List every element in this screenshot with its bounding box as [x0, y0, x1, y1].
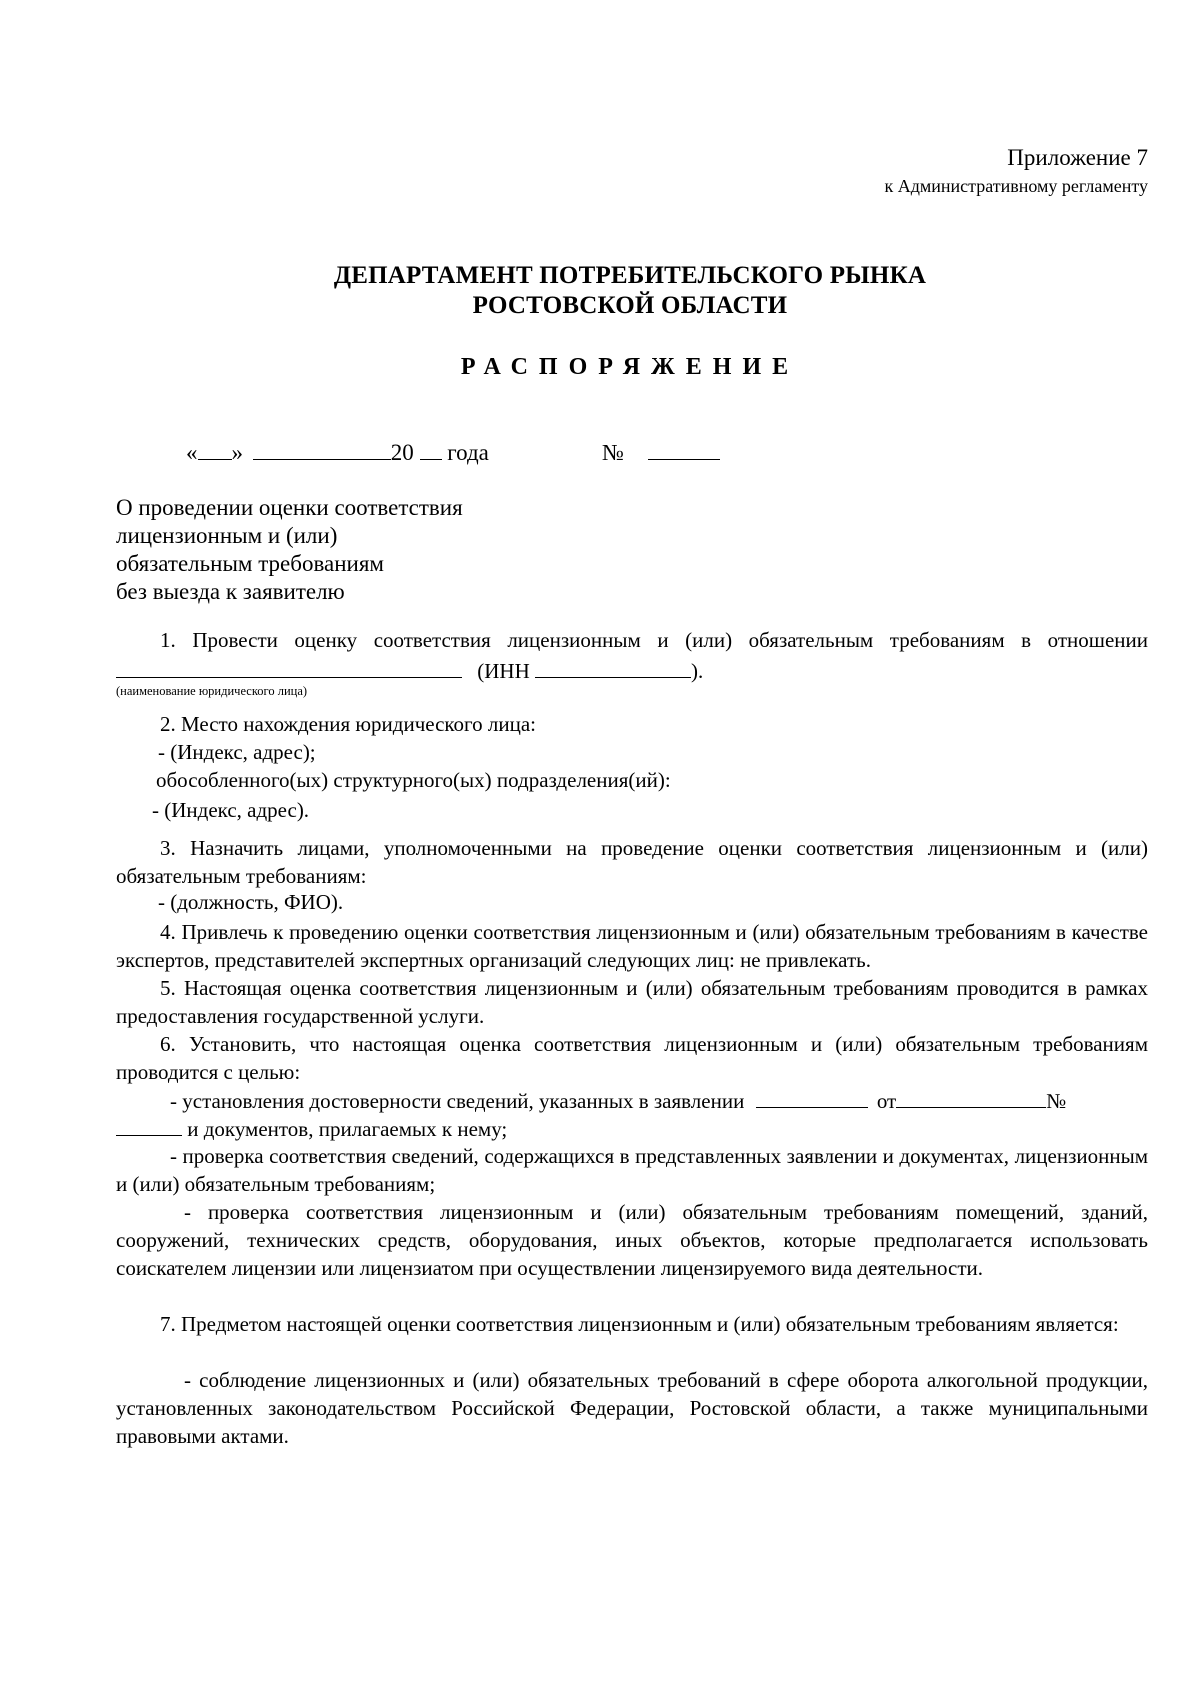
year-suffix: года: [447, 440, 489, 465]
year-blank: [420, 438, 442, 460]
item-2-line1: 2. Место нахождения юридического лица:: [160, 712, 537, 736]
item-6-a-line: [170, 1086, 1066, 1114]
item-2-line2: - (Индекс, адрес);: [158, 740, 316, 764]
item-4-text: 4. Привлечь к проведению оценки соответствия лицензионным и (или) обязательным требованиям в качестве экспертов, представителей экспертных организаций следующих лиц: не привлекать.: [116, 920, 1148, 972]
month-blank: [253, 438, 391, 460]
item-6-c: [116, 1198, 1148, 1282]
inn-close: ).: [691, 659, 704, 683]
item-3-sub: - (должность, ФИО).: [158, 890, 344, 914]
number-blank: [648, 438, 720, 460]
date-close-quote: »: [231, 440, 243, 465]
item-6-a-cont-line: [116, 1114, 507, 1142]
item-6-c-text: - проверка соответствия лицензионным и (или) обязательным требованиям помещений, зданий, сооружений, технических средств, оборудования, иных объектов, которые предполагается использовать соискателем лицензии или лицензиатом при осуществлении лицензируемого вида деятельности.: [116, 1200, 1148, 1280]
department-title-line1: ДЕПАРТАМЕНТ ПОТРЕБИТЕЛЬСКОГО РЫНКА: [333, 262, 927, 289]
subject-line: О проведении оценки соответствия: [116, 495, 463, 520]
item-6-a-no: №: [1046, 1089, 1067, 1113]
appendix-subtitle: к Административному регламенту: [884, 176, 1148, 196]
subject-block: [116, 494, 463, 606]
year-prefix: 20: [390, 440, 414, 465]
subject-line: лицензионным и (или): [116, 523, 338, 548]
item-4: [116, 918, 1148, 974]
item-6-b: [116, 1142, 1148, 1198]
date-line: [186, 438, 489, 466]
subject-line: обязательным требованиям: [116, 551, 384, 576]
department-title-line2: РОСТОВСКОЙ ОБЛАСТИ: [472, 292, 788, 319]
item-6-a-cont: и документов, прилагаемых к нему;: [187, 1117, 508, 1141]
application-number-blank: [116, 1114, 182, 1136]
item-1-text: 1. Провести оценку соответствия лицензионным и (или) обязательным требованиям в отношении: [160, 628, 1148, 652]
item-3: [116, 834, 1148, 890]
application-blank: [756, 1086, 868, 1108]
item-6-a-from: от: [876, 1089, 897, 1113]
application-date-blank: [896, 1086, 1046, 1108]
item-7-text: 7. Предметом настоящей оценки соответствия лицензионным и (или) обязательным требованиям является:: [160, 1312, 1119, 1336]
subject-line: без выезда к заявителю: [116, 579, 345, 604]
item-1-name-line: [116, 656, 703, 684]
number-line: [602, 438, 720, 466]
item-5-text: 5. Настоящая оценка соответствия лицензионным и (или) обязательным требованиям проводится в рамках предоставления государственной услуги.: [116, 976, 1148, 1028]
item-1: [116, 626, 1148, 654]
item-6-b-text: - проверка соответствия сведений, содержащихся в представленных заявлении и документах, лицензионным и (или) обязательным требованиям;: [116, 1144, 1148, 1196]
document-type: РАСПОРЯЖЕНИЕ: [460, 354, 800, 380]
date-open-quote: «: [186, 440, 198, 465]
item-6-a-prefix: - установления достоверности сведений, указанных в заявлении: [170, 1089, 745, 1113]
legal-entity-caption: (наименование юридического лица): [116, 684, 308, 698]
item-2-line3: обособленного(ых) структурного(ых) подразделения(ий):: [156, 768, 671, 792]
inn-open: (ИНН: [477, 659, 530, 683]
inn-blank: [535, 656, 691, 678]
day-blank: [198, 438, 232, 460]
item-6: [116, 1030, 1148, 1086]
appendix-title: Приложение 7: [1007, 145, 1148, 170]
item-7-sub: [116, 1366, 1148, 1450]
number-sign: №: [602, 440, 624, 465]
item-2-line4: - (Индекс, адрес).: [152, 798, 310, 822]
item-7-sub-text: - соблюдение лицензионных и (или) обязательных требований в сфере оборота алкогольной продукции, установленных законодательством Российской Федерации, Ростовской области, а также муниципальными правовыми актами.: [116, 1368, 1148, 1448]
item-5: [116, 974, 1148, 1030]
item-3-text: 3. Назначить лицами, уполномоченными на проведение оценки соответствия лицензионным и (или) обязательным требованиям:: [116, 836, 1148, 888]
legal-entity-name-blank: [116, 656, 462, 678]
item-7: [116, 1310, 1148, 1338]
item-6-text: 6. Установить, что настоящая оценка соответствия лицензионным и (или) обязательным требованиям проводится с целью:: [116, 1032, 1148, 1084]
